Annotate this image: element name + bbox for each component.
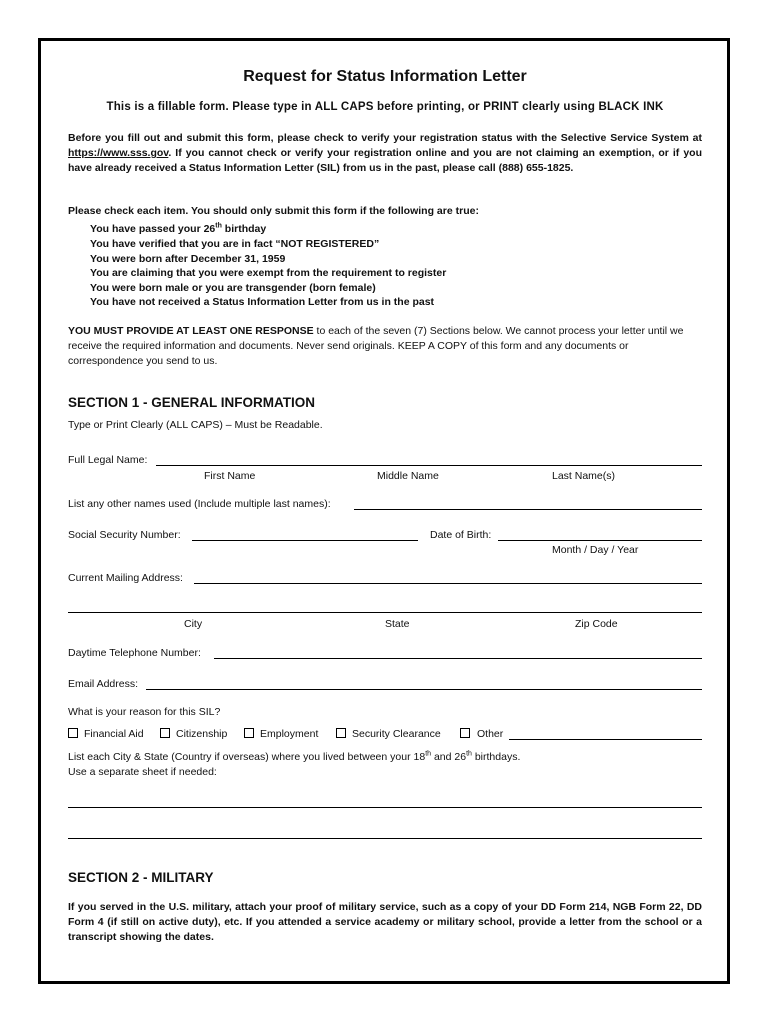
- reason-question: What is your reason for this SIL?: [68, 706, 221, 718]
- section1-heading: SECTION 1 - GENERAL INFORMATION: [68, 395, 316, 410]
- city-caption: City: [184, 618, 203, 630]
- other-reason-field[interactable]: [509, 739, 702, 740]
- citizenship-label: Citizenship: [176, 728, 228, 740]
- section2-heading: SECTION 2 - MILITARY: [68, 870, 214, 885]
- other-names-label: List any other names used (Include multiple last names):: [68, 498, 331, 510]
- zip-caption: Zip Code: [575, 618, 618, 630]
- last-name-caption: Last Name(s): [552, 470, 616, 482]
- cities-field-line-1[interactable]: [68, 807, 702, 808]
- email-field[interactable]: [146, 689, 702, 690]
- full-legal-name-label: Full Legal Name:: [68, 454, 148, 466]
- middle-name-caption: Middle Name: [377, 470, 439, 482]
- other-reason-label: Other: [477, 728, 504, 740]
- dob-format-caption: Month / Day / Year: [552, 544, 639, 556]
- section1-instruction: Type or Print Clearly (ALL CAPS) – Must be Readable.: [68, 419, 323, 431]
- sss-website-link[interactable]: https://www.sss.gov: [68, 147, 169, 159]
- form-subtitle: This is a fillable form. Please type in ALL CAPS before printing, or PRINT clearly using BLACK INK: [106, 101, 664, 113]
- mailing-address-label: Current Mailing Address:: [68, 572, 183, 584]
- intro-text-before: Before you fill out and submit this form, please check to verify your registration status with the Selective Service System at: [68, 132, 702, 144]
- ssn-field[interactable]: [192, 540, 418, 541]
- mailing-address-line2-field[interactable]: [68, 612, 702, 613]
- separate-sheet-note: Use a separate sheet if needed:: [68, 766, 217, 778]
- criterion-item: You are claiming that you were exempt from the requirement to register: [90, 267, 447, 279]
- security-clearance-checkbox[interactable]: [336, 728, 346, 738]
- state-caption: State: [385, 618, 410, 630]
- citizenship-checkbox[interactable]: [160, 728, 170, 738]
- form-border: [38, 38, 730, 984]
- criterion-item: You have passed your 26th birthday: [90, 222, 267, 235]
- ssn-label: Social Security Number:: [68, 529, 181, 541]
- full-legal-name-field[interactable]: [156, 465, 702, 466]
- employment-checkbox[interactable]: [244, 728, 254, 738]
- other-names-field[interactable]: [354, 509, 702, 510]
- dob-field[interactable]: [498, 540, 702, 541]
- criterion-item: You have verified that you are in fact “NOT REGISTERED”: [90, 238, 380, 250]
- security-clearance-label: Security Clearance: [352, 728, 441, 740]
- form-title: Request for Status Information Letter: [243, 68, 527, 85]
- criterion-item: You were born male or you are transgender (born female): [90, 282, 376, 294]
- email-label: Email Address:: [68, 678, 139, 690]
- cities-field-line-2[interactable]: [68, 838, 702, 839]
- criterion-item: You have not received a Status Information Letter from us in the past: [90, 296, 435, 308]
- must-provide-text: to each of the seven (7) Sections below. We cannot process your letter until we receive the required information and documents. Never send originals. KEEP A COPY of this form and any documents or correspondence you send to us.: [68, 325, 684, 367]
- must-provide-emphasis: YOU MUST PROVIDE AT LEAST ONE RESPONSE: [68, 325, 314, 337]
- financial-aid-checkbox[interactable]: [68, 728, 78, 738]
- mailing-address-field[interactable]: [194, 583, 702, 584]
- intro-text-after: . If you cannot check or verify your registration online and you are not claiming an exemption, or if you have already received a Status Information Letter (SIL) from us in the past, please call (888) 655-1825.: [68, 147, 702, 174]
- other-reason-checkbox[interactable]: [460, 728, 470, 738]
- first-name-caption: First Name: [204, 470, 256, 482]
- cities-instruction: List each City & State (Country if overseas) where you lived between your 18th and 26th birthdays.: [68, 750, 521, 763]
- dob-label: Date of Birth:: [430, 529, 492, 541]
- section2-text: If you served in the U.S. military, attach your proof of military service, such as a copy of your DD Form 214, NGB Form 22, DD Form 4 (if still on active duty), etc. If you attended a service academy or military school, provide a letter from the school or a transcript showing the dates.: [68, 901, 702, 943]
- check-heading: Please check each item. You should only submit this form if the following are true:: [68, 205, 479, 217]
- financial-aid-label: Financial Aid: [84, 728, 144, 740]
- criterion-item: You were born after December 31, 1959: [90, 253, 286, 265]
- phone-field[interactable]: [214, 658, 702, 659]
- intro-paragraph: [68, 131, 702, 176]
- phone-label: Daytime Telephone Number:: [68, 647, 201, 659]
- must-provide-paragraph: [68, 324, 702, 369]
- employment-label: Employment: [260, 728, 319, 740]
